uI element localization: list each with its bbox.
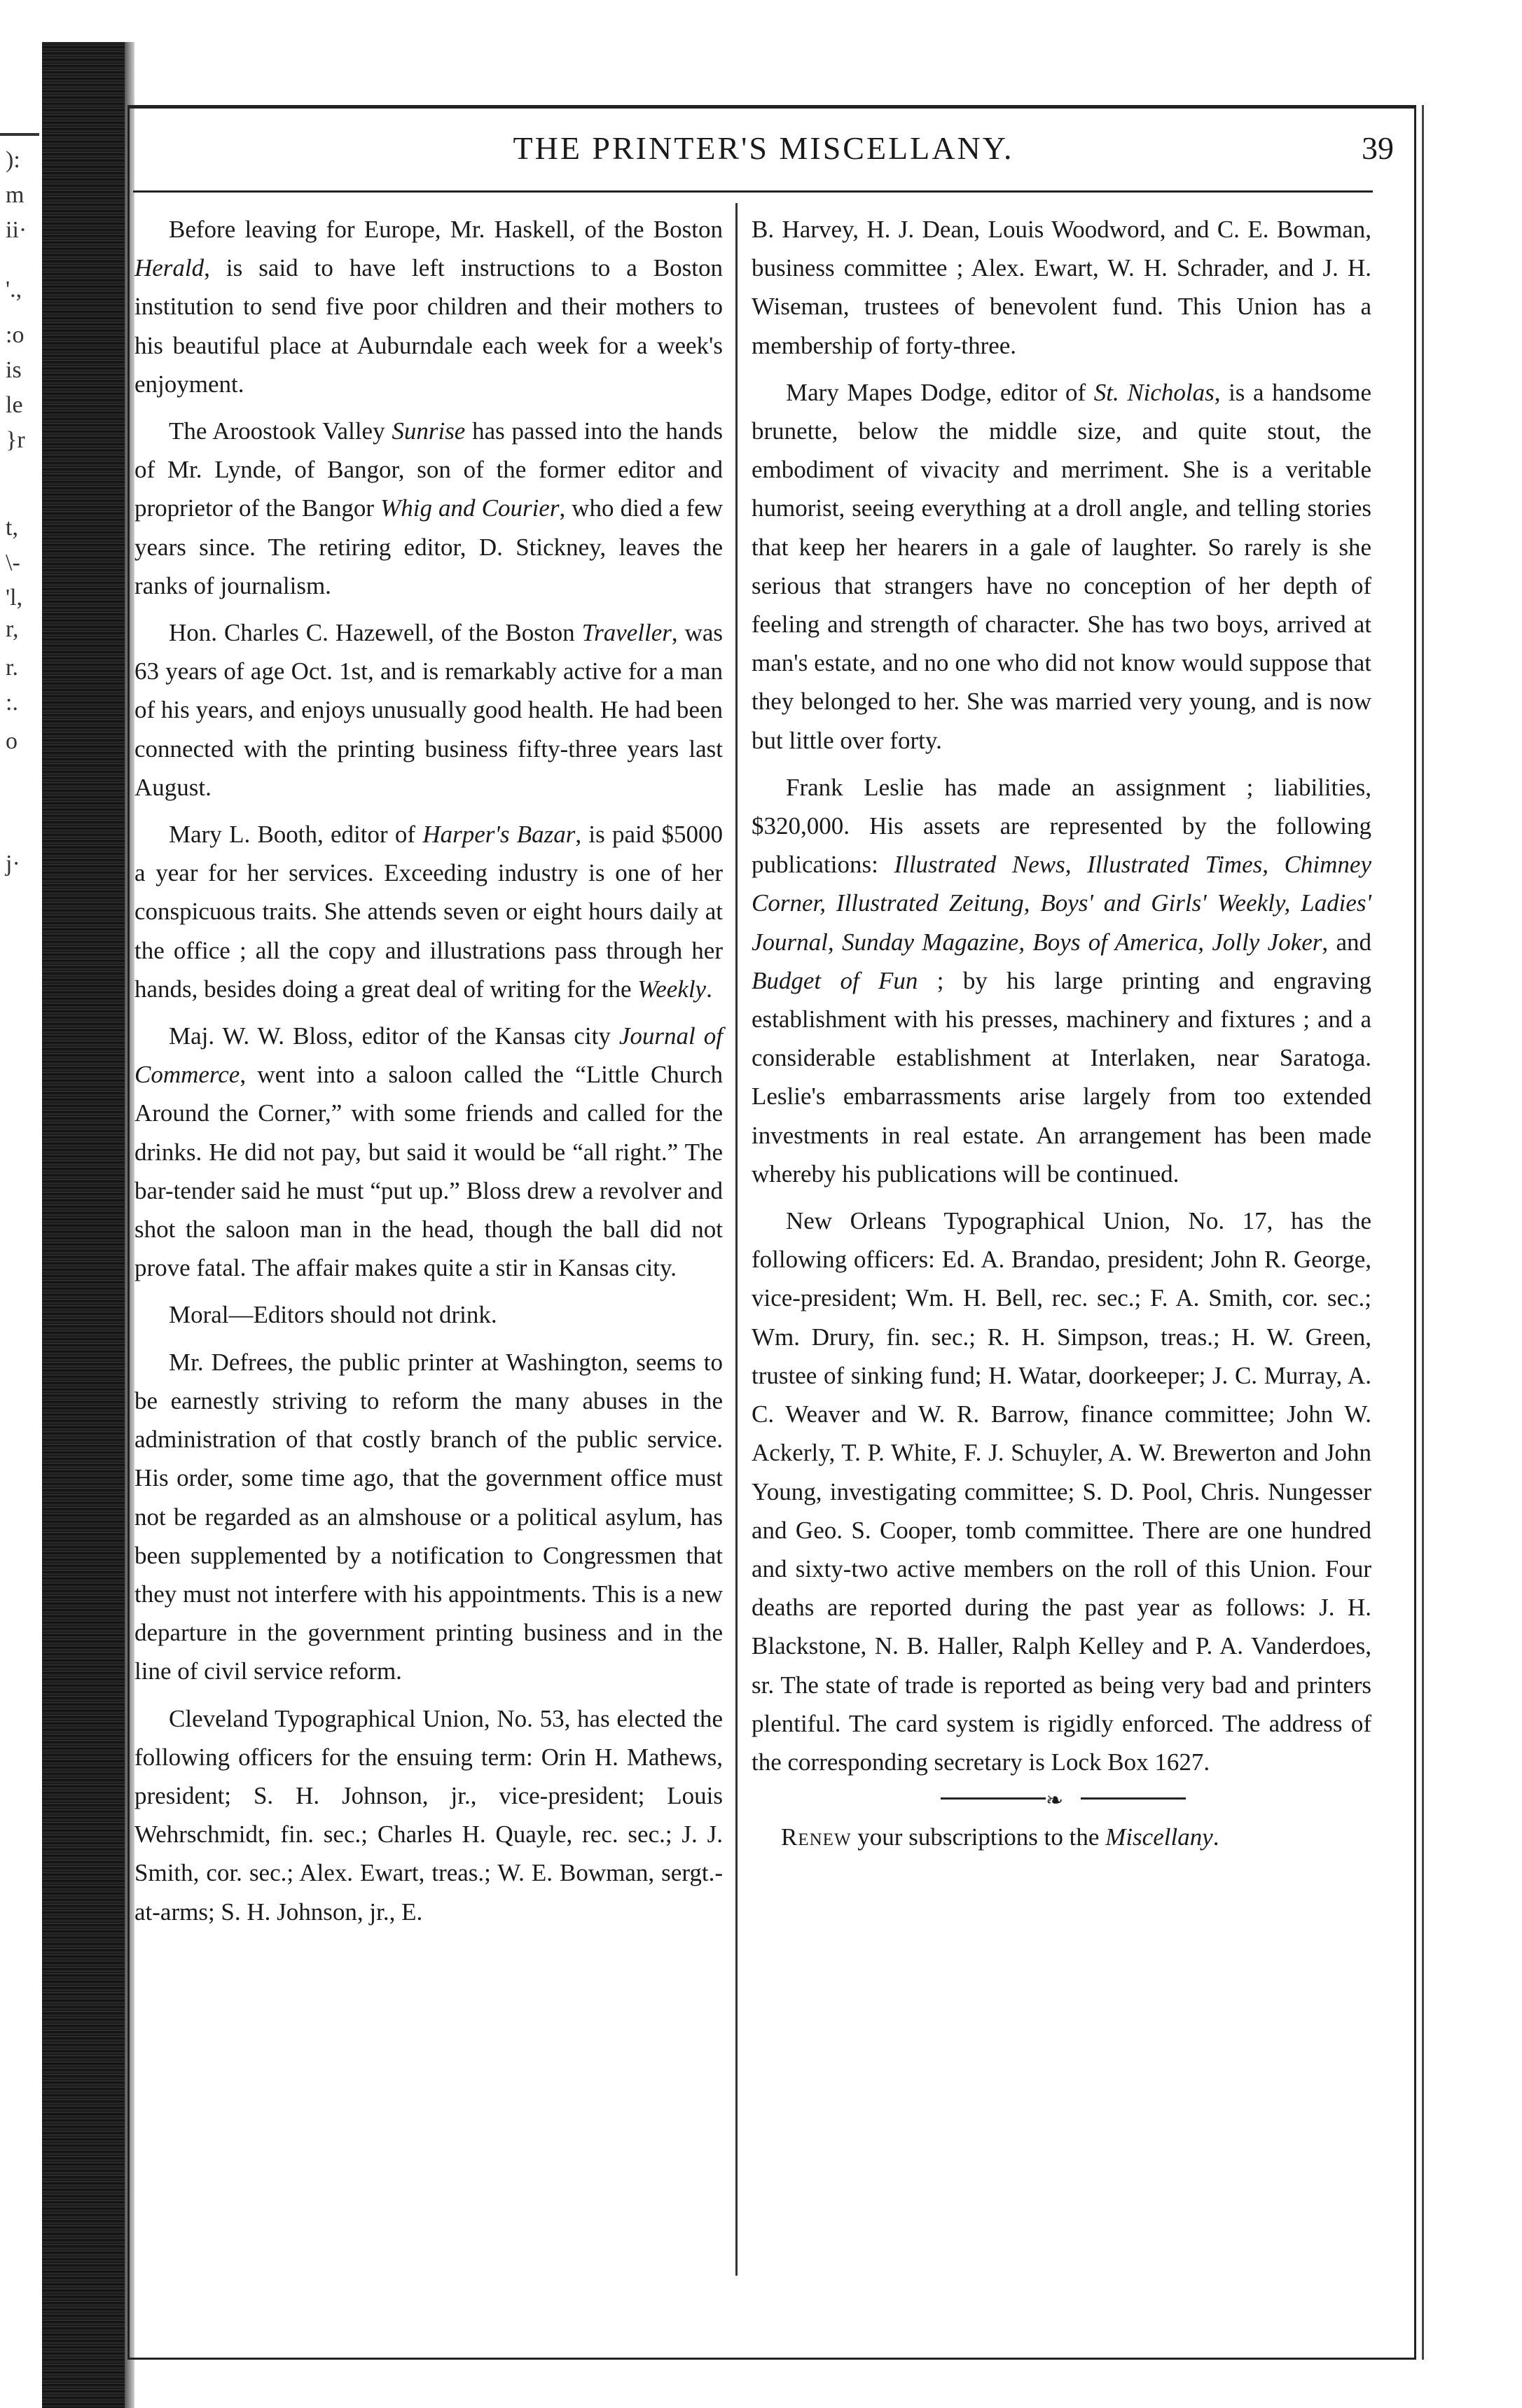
paragraph-text: B. Harvey, H. J. Dean, Louis Woodword, and C. E. Bowman, business committee ; Alex. Ewart, W. H. Schrader, and J. H. Wiseman, trustees of benevolent fund. This Union has a membership of forty-three. <box>752 216 1371 359</box>
margin-fragment: j· <box>6 851 20 877</box>
left_column-paragraph <box>134 613 723 807</box>
page-number: 39 <box>1362 130 1394 166</box>
italic-title: Sunrise <box>392 417 466 445</box>
section-ornament <box>752 1789 1371 1813</box>
margin-fragment: t, <box>6 515 18 541</box>
italic-title: Budget of Fun <box>752 966 918 994</box>
italic-title: St. Nicholas <box>1093 378 1215 406</box>
margin-fragment: le <box>6 392 23 418</box>
italic-title: Whig and Courier <box>380 494 560 522</box>
italic-title: Traveller <box>581 619 672 647</box>
paragraph-text: Mary L. Booth, editor of <box>169 821 423 849</box>
margin-fragment: r. <box>6 655 18 681</box>
ornament-line-left <box>941 1797 1046 1800</box>
left-column <box>134 210 723 1937</box>
renew-text: your subscriptions to the <box>851 1823 1106 1851</box>
paragraph-text: Frank Leslie has made an assignment ; liabilities, $320,000. His assets are represented by the following publications: <box>752 773 1371 879</box>
left_column-paragraph <box>134 1343 723 1691</box>
margin-fragment: r, <box>6 616 19 642</box>
header-rule <box>133 190 1373 193</box>
paragraph-text: , is paid $5000 a year for her services. Exceeding industry is one of her conspicuous traits. She attends seven or eight hours daily at the office ; all the copy and illustrations pass through her hands, besides doing a great deal of writing for the <box>134 821 724 1003</box>
left_column-paragraph <box>134 210 723 403</box>
paragraph-text: Mary Mapes Dodge, editor of <box>786 378 1094 406</box>
italic-title: Harper's Bazar <box>422 821 576 849</box>
margin-fragment: :. <box>6 690 18 716</box>
left_column-paragraph <box>134 1017 723 1287</box>
paragraph-text: , who died a few years since. The retiring editor, D. Stickney, leaves the ranks of journalism. <box>134 494 723 599</box>
paragraph-text: , and <box>1322 928 1371 956</box>
left_column-paragraph <box>134 815 723 1008</box>
italic-title: Journal of Commerce <box>134 1022 723 1089</box>
italic-title: Illustrated News, Illustrated Times, Chimney Corner, Illustrated Zeitung, Boys' and Girls' Weekly, Ladies' Journal, Sunday Magazine, Boys of America, Jolly Joker <box>752 851 1372 956</box>
binding-shadow <box>42 42 125 2408</box>
italic-title: Herald <box>134 254 205 282</box>
renew-notice <box>752 1818 1371 1856</box>
margin-fragment: \- <box>6 550 20 576</box>
margin-fragment: 'l, <box>6 585 23 611</box>
paragraph-text: has passed into the hands of Mr. Lynde, of Bangor, son of the former editor and proprietor of the Bangor <box>134 417 723 522</box>
paragraph-text: Hon. Charles C. Hazewell, of the Boston <box>169 619 582 647</box>
paragraph-text: , is a handsome brunette, below the middle size, and quite stout, the embodiment of vivacity and merriment. She is a veritable humorist, seeing everything at a droll angle, and telling stories that keep her hearers in a gale of laughter. So rarely is she serious that strangers have no conception of her depth of feeling and strength of character. She has two boys, arrived at man's estate, and no one who did not know would suppose that they belonged to her. She was married very young, and is now but little over forty. <box>752 378 1371 754</box>
margin-fragment: }r <box>6 427 25 453</box>
margin-fragment: :o <box>6 322 25 348</box>
page-border-outer-right <box>1422 105 1424 2360</box>
margin-fragment: o <box>6 728 18 754</box>
margin-fragment: is <box>6 357 22 383</box>
left_column-paragraph <box>134 412 723 605</box>
paragraph-text: , is said to have left instructions to a Boston institution to send five poor children and their mothers to his beautiful place at Auburndale each week for a week's enjoyment. <box>134 254 723 398</box>
paragraph-text: Moral—Editors should not drink. <box>169 1301 497 1329</box>
right_column-paragraph <box>752 210 1371 365</box>
paragraph-text: , went into a saloon called the “Little Church Around the Corner,” with some friends and called for the drinks. He did not pay, but said it would be “all right.” The bar-tender said he must “put up.” Bloss drew a revolver and shot the saloon man in the head, though the ball did not prove fatal. The affair makes quite a stir in Kansas city. <box>134 1061 723 1282</box>
margin-fragment: ii· <box>6 217 27 243</box>
ornament-line-right <box>1081 1797 1186 1800</box>
paragraph-text: Before leaving for Europe, Mr. Haskell, of the Boston <box>169 216 723 243</box>
paragraph-text: . <box>706 975 712 1003</box>
column-divider <box>735 203 738 2276</box>
margin-fragment: m <box>6 182 25 208</box>
italic-title: Weekly <box>637 975 707 1003</box>
renew-title: Miscellany <box>1105 1823 1213 1851</box>
paragraph-text: Mr. Defrees, the public printer at Washington, seems to be earnestly striving to reform the many abuses in the administration of that costly branch of the public service. His order, some time ago, that the government office must not be regarded as an almshouse or a political asylum, has been supplemented by a notification to Congressmen that they must not interfere with his appointments. This is a new departure in the government printing business and in the line of civil service reform. <box>134 1348 723 1685</box>
right_column-paragraph <box>752 1202 1371 1781</box>
running-head: THE PRINTER'S MISCELLANY. <box>513 130 1014 166</box>
paragraph-text: The Aroostook Valley <box>169 417 392 445</box>
paragraph-text: New Orleans Typographical Union, No. 17, has the following officers: Ed. A. Brandao, president; John R. George, vice-president; Wm. H. Bell, rec. sec.; F. A. Smith, cor. sec.; Wm. Drury, fin. sec.; R. H. Simpson, treas.; H. W. Green, trustee of sinking fund; H. Watar, doorkeeper; J. C. Murray, A. C. Weaver and W. R. Barrow, finance committee; John W. Ackerly, T. P. White, F. J. Schuyler, A. W. Brewerton and John Young, investigating committee; S. D. Pool, Chris. Nungesser and Geo. S. Cooper, tomb committee. There are one hundred and sixty-two active members on the roll of this Union. Four deaths are reported during the past year as follows: J. H. Blackstone, N. B. Haller, Ralph Kelley and P. A. Vanderdoes, sr. The state of trade is reported as being very bad and printers plentiful. The card system is rigidly enforced. The address of the corresponding secretary is Lock Box 1627. <box>752 1207 1371 1776</box>
right_column-paragraph <box>752 373 1371 760</box>
right-column <box>752 210 1371 1863</box>
right-column-body <box>752 210 1371 1781</box>
margin-fragment: '., <box>6 277 22 302</box>
paragraph-text: ; by his large printing and engraving establishment with his presses, machinery and fixtures ; and a considerable establishment at Interlaken, near Saratoga. Leslie's embarrassments arise largely from too extended investments in real estate. An arrangement has been made whereby his publications will be continued. <box>752 966 1371 1188</box>
facing-page-fragments <box>0 105 42 1435</box>
margin-fragment: ): <box>6 147 20 173</box>
left_column-paragraph <box>134 1699 723 1931</box>
paragraph-text: Cleveland Typographical Union, No. 53, has elected the following officers for the ensuing term: Orin H. Mathews, president; S. H. Johnson, jr., vice-president; Louis Wehrschmidt, fin. sec.; Charles H. Quayle, rec. sec.; J. J. Smith, cor. sec.; Alex. Ewart, treas.; W. E. Bowman, sergt.-at-arms; S. H. Johnson, jr., E. <box>134 1704 723 1926</box>
ornament-mark: ❧ <box>1046 1789 1064 1813</box>
paragraph-text: , was 63 years of age Oct. 1st, and is remarkably active for a man of his years, and enjoys unusually good health. He had been connected with the printing business fifty-three years last August. <box>134 619 724 801</box>
left_column-paragraph <box>134 1295 723 1334</box>
renew-lead: Renew <box>781 1823 852 1851</box>
right_column-paragraph <box>752 768 1371 1193</box>
page-header <box>133 130 1394 179</box>
paragraph-text: Maj. W. W. Bloss, editor of the Kansas city <box>169 1022 619 1050</box>
renew-end: . <box>1212 1823 1219 1851</box>
